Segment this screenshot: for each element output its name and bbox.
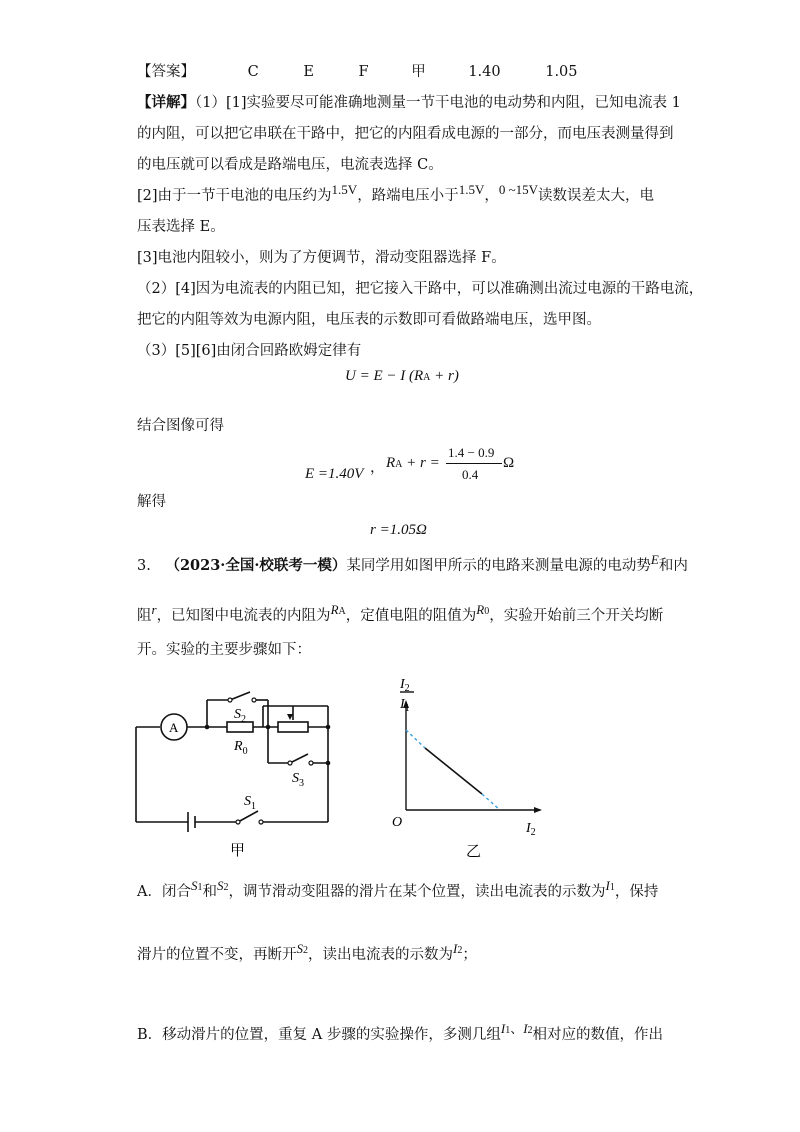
detail-line-5: 压表选择 E。 bbox=[137, 219, 225, 235]
question-line-3: 开。实验的主要步骤如下： bbox=[137, 642, 311, 658]
x-axis-arrow bbox=[534, 807, 542, 813]
eq-part: + r = bbox=[402, 455, 440, 471]
text: 和 bbox=[202, 884, 217, 900]
text: ，路端电压小于 bbox=[357, 188, 459, 204]
text: ； bbox=[462, 947, 477, 963]
eq-sub: A bbox=[423, 372, 431, 383]
sym-sub: 2 bbox=[530, 827, 536, 838]
sym: R bbox=[476, 602, 485, 617]
answer-3: F bbox=[358, 64, 369, 80]
detail-line-8: 把它的内阻等效为电源内阻，电压表的示数即可看做路端电压，选甲图。 bbox=[137, 312, 601, 328]
voltage-1: 1.5V bbox=[331, 182, 358, 197]
detail-p1a: （1）[1]实验要尽可能准确地测量一节干电池的电动势和内阻，已知电流表 1 bbox=[195, 95, 681, 111]
sym: I bbox=[400, 697, 405, 712]
origin-label: O bbox=[392, 815, 403, 830]
extrapolation-top bbox=[406, 730, 425, 748]
sym: S bbox=[190, 878, 198, 893]
sym-sub: 3 bbox=[299, 778, 304, 789]
answer-6: 1.05 bbox=[545, 64, 578, 80]
detail-line-3: 的电压就可以看成是路端电压，电流表选择 C。 bbox=[137, 157, 443, 173]
text: ， bbox=[484, 188, 499, 204]
detail-line-6: [3]电池内阻较小，则为了方便调节，滑动变阻器选择 F。 bbox=[137, 250, 506, 266]
text: ，已知图中电流表的内阻为 bbox=[156, 608, 331, 624]
step-a-line-2 bbox=[137, 941, 477, 967]
y-label-denominator bbox=[399, 697, 410, 714]
sym: I bbox=[605, 878, 610, 893]
detail-line-9: （3）[5][6]由闭合回路欧姆定律有 bbox=[137, 343, 362, 359]
var-E: E bbox=[650, 552, 659, 567]
equation-2a: E =1.40V bbox=[305, 466, 364, 482]
sym-sub: 2 bbox=[241, 714, 246, 725]
text: 相对应的数值，作出 bbox=[532, 1027, 664, 1043]
r0-label bbox=[233, 739, 248, 757]
s1-label bbox=[244, 794, 256, 812]
sym: I bbox=[500, 1021, 506, 1036]
sym-sub: 2 bbox=[527, 1025, 533, 1036]
sym: S bbox=[234, 707, 241, 722]
sym-sub: 1 bbox=[404, 703, 410, 714]
sym: S bbox=[216, 878, 224, 893]
sym-sub: 2 bbox=[303, 945, 308, 956]
eq-part: + r) bbox=[430, 368, 459, 384]
circuit-caption: 甲 bbox=[230, 843, 246, 859]
equation-1 bbox=[345, 366, 459, 388]
text: ，读出电流表的示数为 bbox=[308, 947, 453, 963]
x-label bbox=[525, 821, 536, 838]
equation-2b bbox=[386, 453, 440, 475]
var-S2b bbox=[297, 941, 309, 956]
fraction-numerator: 1.4 − 0.9 bbox=[448, 445, 495, 460]
sym-sub: 1 bbox=[609, 882, 615, 893]
var-R0 bbox=[476, 602, 489, 617]
text: 和内 bbox=[658, 558, 688, 574]
var-I2 bbox=[453, 941, 462, 956]
sym-sub: 1 bbox=[197, 882, 203, 893]
text: ，调节滑动变阻器的滑片在某个位置，读出电流表的示数为 bbox=[228, 884, 606, 900]
extrapolation-bottom bbox=[482, 794, 500, 810]
sym: I bbox=[526, 821, 531, 836]
text: 阻 bbox=[137, 608, 152, 624]
var-I1b bbox=[501, 1021, 510, 1036]
text: 、 bbox=[510, 1022, 524, 1037]
data-line bbox=[425, 748, 482, 794]
detail-label: 【详解】 bbox=[137, 94, 195, 111]
sym-sub: 1 bbox=[505, 1025, 511, 1036]
detail-line-1 bbox=[137, 93, 681, 113]
text: 滑片的位置不变，再断开 bbox=[137, 947, 297, 963]
sym-sub: 2 bbox=[457, 945, 463, 956]
question-line-1 bbox=[137, 552, 688, 576]
eq-part: U = E − I (R bbox=[345, 368, 424, 384]
var-I2b bbox=[523, 1021, 532, 1036]
text: ，保持 bbox=[614, 884, 659, 900]
answer-label: 【答案】 bbox=[137, 64, 195, 80]
equation-3: r =1.05Ω bbox=[370, 522, 427, 538]
sym: I bbox=[453, 941, 458, 956]
detail-line-7: （2）[4]因为电流表的内阻已知，把它接入干路中，可以准确测出流过电源的干路电流， bbox=[137, 281, 704, 297]
text: 读数误差太大，电 bbox=[538, 188, 654, 204]
var-S2 bbox=[217, 878, 229, 893]
s3-label bbox=[292, 771, 304, 789]
answer-5: 1.40 bbox=[468, 64, 501, 80]
sym: R bbox=[234, 739, 243, 754]
combine-text: 结合图像可得 bbox=[137, 418, 224, 434]
sym: R bbox=[330, 602, 339, 617]
detail-line-4 bbox=[137, 182, 654, 206]
eq-part: R bbox=[386, 455, 396, 471]
rheostat-slider-arrow bbox=[287, 714, 293, 720]
sym: S bbox=[296, 941, 303, 956]
sym: S bbox=[244, 794, 251, 809]
step-a-line-1 bbox=[137, 878, 659, 904]
voltage-2: 1.5V bbox=[458, 182, 485, 197]
voltage-range: 0 ~15V bbox=[498, 182, 538, 197]
sym-sub: A bbox=[338, 606, 346, 617]
question-number: 3. bbox=[137, 558, 151, 574]
sym-sub: 0 bbox=[484, 606, 490, 617]
graph-diagram bbox=[380, 672, 550, 862]
sym-sub: 2 bbox=[223, 882, 229, 893]
graph-caption: 乙 bbox=[466, 844, 482, 860]
var-I1 bbox=[605, 878, 614, 893]
fraction-denominator: 0.4 bbox=[462, 467, 479, 482]
eq-sub: A bbox=[395, 459, 403, 470]
text: ，实验开始前三个开关均断 bbox=[489, 608, 664, 624]
y-label-numerator bbox=[399, 677, 410, 694]
fraction-unit: Ω bbox=[503, 455, 515, 471]
answer-1: C bbox=[247, 64, 259, 80]
text: [2]由于一节干电池的电压约为 bbox=[137, 188, 332, 204]
answer-2: E bbox=[303, 64, 314, 80]
var-S1 bbox=[191, 878, 203, 893]
text: A．闭合 bbox=[137, 884, 191, 900]
detail-line-2: 的内阻，可以把它串联在干路中，把它的内阻看成电源的一部分，而电压表测量得到 bbox=[137, 126, 674, 142]
text: 某同学用如图甲所示的电路来测量电源的电动势 bbox=[346, 558, 651, 574]
eq-comma: ， bbox=[370, 460, 385, 476]
sym: S bbox=[292, 771, 299, 786]
text: ，定值电阻的阻值为 bbox=[345, 608, 477, 624]
solve-text: 解得 bbox=[137, 494, 166, 510]
circuit-diagram bbox=[130, 680, 360, 860]
sym-sub: 1 bbox=[251, 801, 256, 812]
answer-4: 甲 bbox=[411, 64, 426, 80]
var-RA bbox=[331, 602, 346, 617]
question-source: （2023·全国·校联考一模） bbox=[165, 557, 347, 574]
var-r: r bbox=[151, 602, 157, 617]
sym-sub: 2 bbox=[404, 683, 410, 694]
sym: I bbox=[523, 1021, 528, 1036]
sym: I bbox=[400, 677, 405, 692]
fraction-bar bbox=[446, 463, 502, 464]
sym-sub: 0 bbox=[242, 746, 248, 757]
step-b-line-1 bbox=[137, 1021, 664, 1047]
question-line-2 bbox=[137, 602, 664, 628]
ammeter-label: A bbox=[169, 720, 179, 735]
text: B．移动滑片的位置，重复 A 步骤的实验操作，多测几组 bbox=[137, 1027, 501, 1043]
answer-line bbox=[137, 62, 578, 82]
